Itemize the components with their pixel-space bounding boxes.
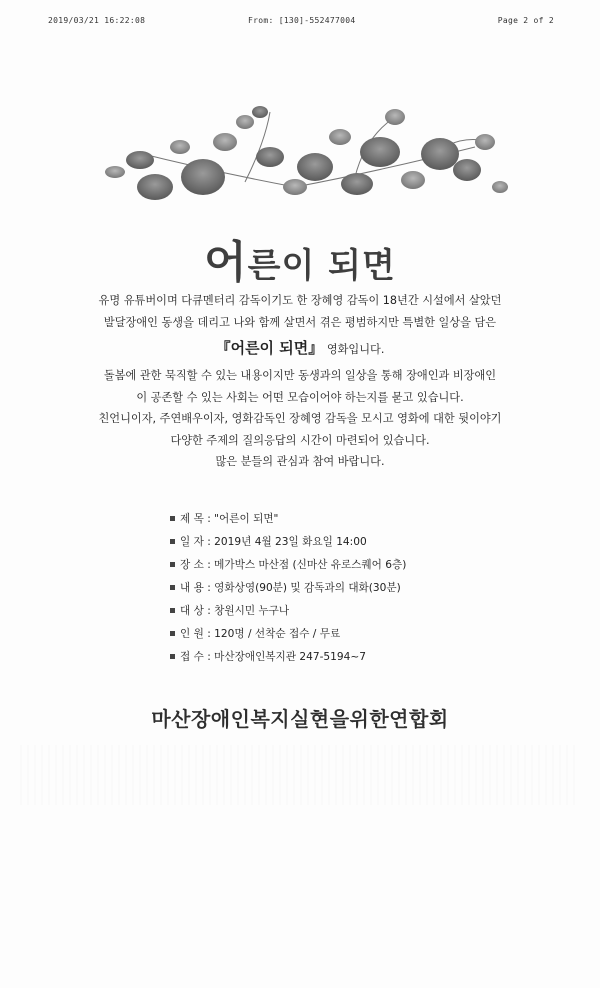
organization-name: 마산장애인복지실현을위한연합회 [151, 707, 449, 731]
fax-header [48, 16, 554, 30]
detail-capacity: 인 원 : 120명 / 선착순 접수 / 무료 [170, 623, 510, 646]
event-details [170, 508, 510, 669]
detail-content: 내 용 : 영화상영(90분) 및 감독과의 대화(30분) [170, 577, 510, 600]
intro-line: 돌봄에 관한 묵직할 수 있는 내용이지만 동생과의 일상을 통해 장애인과 비장애인 [103, 369, 497, 382]
detail-date: 일 자 : 2019년 4월 23일 화요일 14:00 [170, 531, 510, 554]
fax-timestamp: 2019/03/21 16:22:08 [48, 16, 146, 25]
movie-title: 『어른이 되면』 [215, 339, 324, 357]
intro-line: 이 공존할 수 있는 사회는 어떤 모습이어야 하는지를 묻고 있습니다. [136, 390, 464, 404]
detail-audience: 대 상 : 창원시민 누구나 [170, 600, 510, 623]
intro-line: 많은 분들의 관심과 참여 바랍니다. [215, 455, 385, 468]
bullet-icon [170, 516, 175, 521]
intro-line: 다양한 주제의 질의응답의 시간이 마련되어 있습니다. [170, 433, 430, 447]
intro-text [20, 290, 580, 473]
bullet-icon [170, 585, 175, 590]
fax-sender: From: [130]-552477004 [248, 16, 356, 25]
scan-noise [20, 745, 580, 805]
bullet-icon [170, 608, 175, 613]
movie-title-suffix: 영화입니다. [323, 343, 385, 356]
detail-title: 제 목 : "어른이 되면" [170, 508, 510, 531]
event-title-first-char: 어 [204, 237, 248, 288]
leaves-illustration [95, 92, 515, 222]
detail-venue: 장 소 : 메가박스 마산점 (신마산 유로스퀘어 6층) [170, 554, 510, 577]
intro-line: 발달장애인 동생을 데리고 나와 함께 살면서 겪은 평범하지만 특별한 일상을 담은 [103, 315, 497, 329]
movie-title-line [20, 333, 580, 365]
intro-line: 유명 유튜버이며 다큐멘터리 감독이기도 한 장혜영 감독이 18년간 시설에서 살았던 [98, 294, 502, 307]
detail-registration: 접 수 : 마산장애인복지관 247-5194~7 [170, 646, 510, 669]
bullet-icon [170, 654, 175, 659]
bullet-icon [170, 562, 175, 567]
event-title [0, 226, 600, 290]
intro-line: 친언니이자, 주연배우이자, 영화감독인 장혜영 감독을 모시고 영화에 대한 뒷이야기 [98, 412, 502, 425]
bullet-icon [170, 539, 175, 544]
bullet-icon [170, 631, 175, 636]
fax-page-number: Page 2 of 2 [497, 16, 554, 25]
event-title-rest: 른이 되면 [247, 246, 396, 286]
